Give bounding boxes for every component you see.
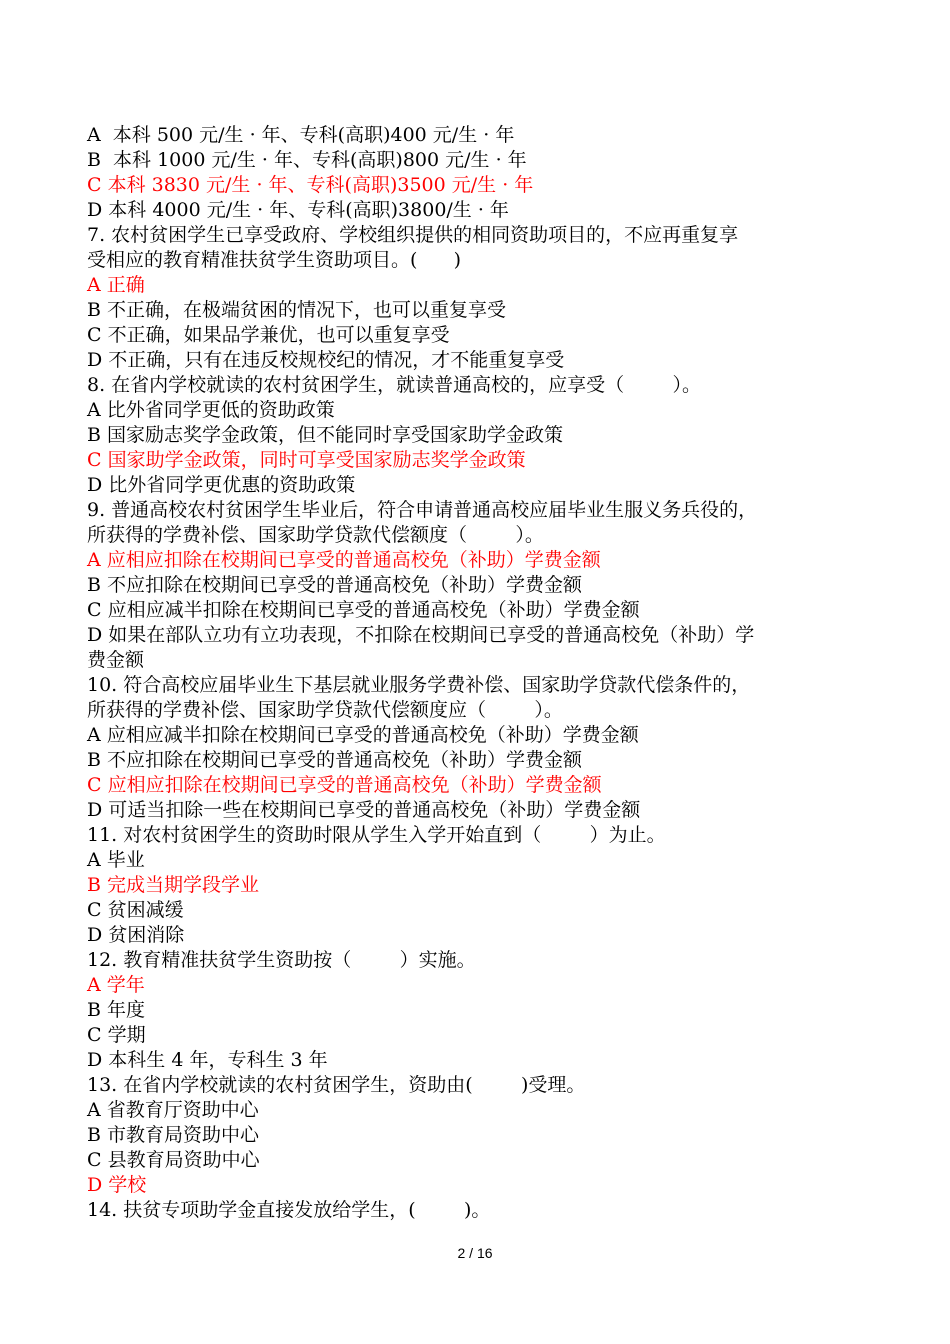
answer-line: A 应相应扣除在校期间已享受的普通高校免（补助）学费金额 — [87, 549, 601, 571]
text-line: 9. 普通高校农村贫困学生毕业后，符合申请普通高校应届毕业生服义务兵役的， — [87, 499, 758, 521]
text-line: D 比外省同学更优惠的资助政策 — [87, 474, 356, 496]
page-number: 2 / 16 — [457, 1245, 493, 1261]
text-line: 13. 在省内学校就读的农村贫困学生，资助由( )受理。 — [87, 1074, 586, 1096]
text-line: B 市教育局资助中心 — [87, 1124, 260, 1146]
text-line: B 不正确，在极端贫困的情况下，也可以重复享受 — [87, 299, 507, 321]
text-line: D 本科生 4 年，专科生 3 年 — [87, 1049, 328, 1071]
text-line: B 国家励志奖学金政策，但不能同时享受国家助学金政策 — [87, 424, 564, 446]
text-line: 10. 符合高校应届毕业生下基层就业服务学费补偿、国家助学贷款代偿条件的， — [87, 674, 751, 696]
text-line: 14. 扶贫专项助学金直接发放给学生，( )。 — [87, 1199, 491, 1221]
text-line: B 本科 1000 元/生 · 年、专科(高职)800 元/生 · 年 — [87, 149, 527, 171]
answer-line: C 本科 3830 元/生 · 年、专科(高职)3500 元/生 · 年 — [87, 174, 534, 196]
text-line: C 学期 — [87, 1024, 146, 1046]
text-line: D 本科 4000 元/生 · 年、专科(高职)3800/生 · 年 — [87, 199, 509, 221]
document-body — [87, 123, 887, 1223]
text-line: 费金额 — [87, 649, 145, 671]
answer-line: D 学校 — [87, 1174, 147, 1196]
text-line: D 如果在部队立功有立功表现，不扣除在校期间已享受的普通高校免（补助）学 — [87, 624, 755, 646]
text-line: 11. 对农村贫困学生的资助时限从学生入学开始直到（ ）为止。 — [87, 824, 666, 846]
text-line: D 不正确，只有在违反校规校纪的情况，才不能重复享受 — [87, 349, 565, 371]
text-line: A 省教育厅资助中心 — [87, 1099, 259, 1121]
text-line: B 不应扣除在校期间已享受的普通高校免（补助）学费金额 — [87, 749, 583, 771]
answer-line: A 学年 — [87, 974, 145, 996]
text-line: 所获得的学费补偿、国家助学贷款代偿额度应（ ）。 — [87, 699, 563, 721]
text-line: B 年度 — [87, 999, 146, 1021]
text-line: A 应相应减半扣除在校期间已享受的普通高校免（补助）学费金额 — [87, 724, 639, 746]
answer-line: C 国家助学金政策，同时可享受国家励志奖学金政策 — [87, 449, 526, 471]
text-line: 12. 教育精准扶贫学生资助按（ ）实施。 — [87, 949, 476, 971]
text-line: D 贫困消除 — [87, 924, 185, 946]
text-line: C 不正确，如果品学兼优，也可以重复享受 — [87, 324, 450, 346]
text-line: 所获得的学费补偿、国家助学贷款代偿额度（ ）。 — [87, 524, 544, 546]
answer-line: C 应相应扣除在校期间已享受的普通高校免（补助）学费金额 — [87, 774, 602, 796]
text-line: C 县教育局资助中心 — [87, 1149, 260, 1171]
text-line: 8. 在省内学校就读的农村贫困学生，就读普通高校的，应享受（ ）。 — [87, 374, 701, 396]
text-line: A 毕业 — [87, 849, 145, 871]
text-line: 7. 农村贫困学生已享受政府、学校组织提供的相同资助项目的，不应再重复享 — [87, 224, 739, 246]
text-line: C 贫困减缓 — [87, 899, 184, 921]
answer-line: A 正确 — [87, 274, 145, 296]
text-line: B 不应扣除在校期间已享受的普通高校免（补助）学费金额 — [87, 574, 583, 596]
text-line: A 本科 500 元/生 · 年、专科(高职)400 元/生 · 年 — [87, 124, 515, 146]
text-line: 受相应的教育精准扶贫学生资助项目。( ) — [87, 249, 462, 271]
text-line: A 比外省同学更低的资助政策 — [87, 399, 335, 421]
text-line: C 应相应减半扣除在校期间已享受的普通高校免（补助）学费金额 — [87, 599, 640, 621]
text-line: D 可适当扣除一些在校期间已享受的普通高校免（补助）学费金额 — [87, 799, 641, 821]
answer-line: B 完成当期学段学业 — [87, 874, 260, 896]
